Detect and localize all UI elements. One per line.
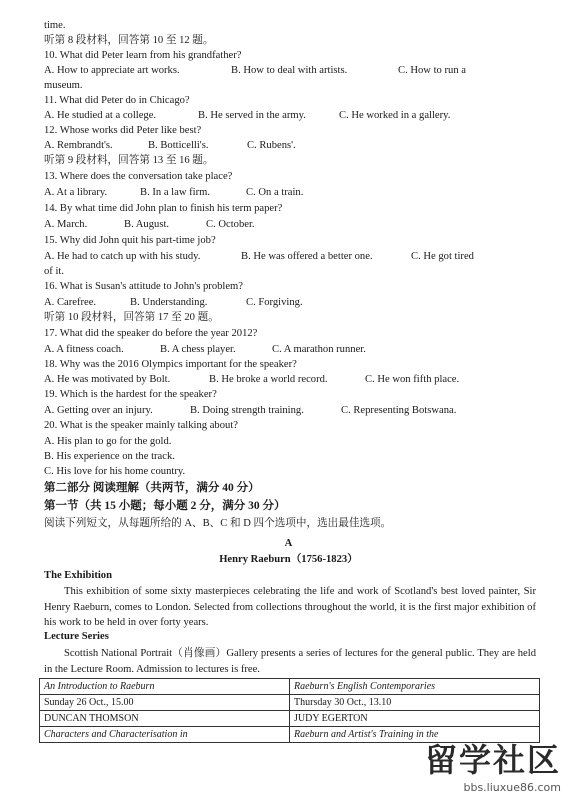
question-12: 12. Whose works did Peter like best? (44, 125, 202, 136)
option-11b: B. He served in the army. (198, 110, 306, 121)
option-18a: A. He was motivated by Bolt. (44, 374, 171, 385)
table-cell: Characters and Characterisation in (40, 727, 290, 743)
table-row (40, 679, 540, 695)
option-12c: C. Rubens'. (247, 140, 296, 151)
option-10c: C. How to run a (398, 65, 466, 76)
question-14: 14. By what time did John plan to finish his term paper? (44, 203, 283, 214)
passage-title: Henry Raeburn（1756-1823） (219, 554, 358, 565)
option-17c: C. A marathon runner. (272, 344, 366, 355)
table-cell: Raeburn and Artist's Training in the (290, 727, 540, 743)
option-10a: A. How to appreciate art works. (44, 65, 180, 76)
reading-instruction: 阅读下列短文，从每题所给的 A、B、C 和 D 四个选项中，选出最佳选项。 (44, 518, 392, 529)
option-15c-cont: of it. (44, 266, 65, 277)
lecture-heading: Lecture Series (44, 631, 109, 642)
section-instruction: 听第 8 段材料，回答第 10 至 12 题。 (44, 35, 214, 46)
option-16a: A. Carefree. (44, 297, 97, 308)
option-15c: C. He got tired (411, 251, 474, 262)
option-11c: C. He worked in a gallery. (339, 110, 451, 121)
option-14c: C. October. (206, 219, 255, 230)
lecture-paragraph: Scottish National Portrait（肖像画）Gallery presents a series of lectures for the general public. They are held in the Lecture Room. Admission to lectures is free. (44, 648, 536, 675)
question-20: 20. What is the speaker mainly talking about? (44, 420, 238, 431)
table-cell: Sunday 26 Oct., 15.00 (40, 695, 290, 711)
question-17: 17. What did the speaker do before the year 2012? (44, 328, 258, 339)
lecture-table (39, 678, 540, 743)
question-18: 18. Why was the 2016 Olympics important for the speaker? (44, 359, 297, 370)
option-13a: A. At a library. (44, 187, 108, 198)
option-16b: B. Understanding. (130, 297, 208, 308)
table-row (40, 711, 540, 727)
exhibition-heading: The Exhibition (44, 570, 113, 581)
part-heading: 第二部分 阅读理解（共两节，满分 40 分） (44, 482, 260, 494)
question-16: 16. What is Susan's attitude to John's problem? (44, 281, 243, 292)
option-14b: B. August. (124, 219, 170, 230)
option-19b: B. Doing strength training. (190, 405, 304, 416)
table-cell: JUDY EGERTON (290, 711, 540, 727)
option-17a: A. A fitness coach. (44, 344, 124, 355)
option-20c: C. His love for his home country. (44, 466, 186, 477)
table-cell: Raeburn's English Contemporaries (290, 679, 540, 695)
site-watermark (425, 735, 561, 794)
table-cell: Thursday 30 Oct., 13.10 (290, 695, 540, 711)
question-15: 15. Why did John quit his part-time job? (44, 235, 216, 246)
table-cell: An Introduction to Raeburn (40, 679, 290, 695)
option-17b: B. A chess player. (160, 344, 236, 355)
section-instruction: 听第 9 段材料，回答第 13 至 16 题。 (44, 155, 214, 166)
text-line: time. (44, 20, 66, 31)
section-instruction: 听第 10 段材料，回答第 17 至 20 题。 (44, 312, 219, 323)
option-19a: A. Getting over an injury. (44, 405, 153, 416)
option-18b: B. He broke a world record. (209, 374, 328, 385)
option-19c: C. Representing Botswana. (341, 405, 457, 416)
table-row (40, 695, 540, 711)
passage-letter: A (284, 538, 293, 549)
watermark-logo: 留学社区 (424, 741, 561, 779)
question-11: 11. What did Peter do in Chicago? (44, 95, 190, 106)
question-13: 13. Where does the conversation take place? (44, 171, 233, 182)
option-20a: A. His plan to go for the gold. (44, 436, 172, 447)
question-19: 19. Which is the hardest for the speaker? (44, 389, 217, 400)
option-15a: A. He had to catch up with his study. (44, 251, 201, 262)
watermark-url: bbs.liuxue86.com (463, 781, 561, 794)
option-13b: B. In a law firm. (140, 187, 211, 198)
option-13c: C. On a train. (246, 187, 304, 198)
option-18c: C. He won fifth place. (365, 374, 460, 385)
option-14a: A. March. (44, 219, 88, 230)
table-cell: DUNCAN THOMSON (40, 711, 290, 727)
option-11a: A. He studied at a college. (44, 110, 157, 121)
option-10b: B. How to deal with artists. (231, 65, 348, 76)
option-16c: C. Forgiving. (246, 297, 303, 308)
option-15b: B. He was offered a better one. (241, 251, 373, 262)
exhibition-paragraph: This exhibition of some sixty masterpieces celebrating the life and work of Scotland's best loved painter, Sir Henry Raeburn, comes to London. Selected from collections throughout the world, it is the first major exhibition of his work to be held in over forty years. (44, 586, 536, 628)
option-20b: B. His experience on the track. (44, 451, 175, 462)
question-10: 10. What did Peter learn from his grandfather? (44, 50, 242, 61)
option-12a: A. Rembrandt's. (44, 140, 113, 151)
section-heading: 第一节（共 15 小题；每小题 2 分，满分 30 分） (44, 500, 286, 512)
option-10c-cont: museum. (44, 80, 83, 91)
option-12b: B. Botticelli's. (148, 140, 209, 151)
